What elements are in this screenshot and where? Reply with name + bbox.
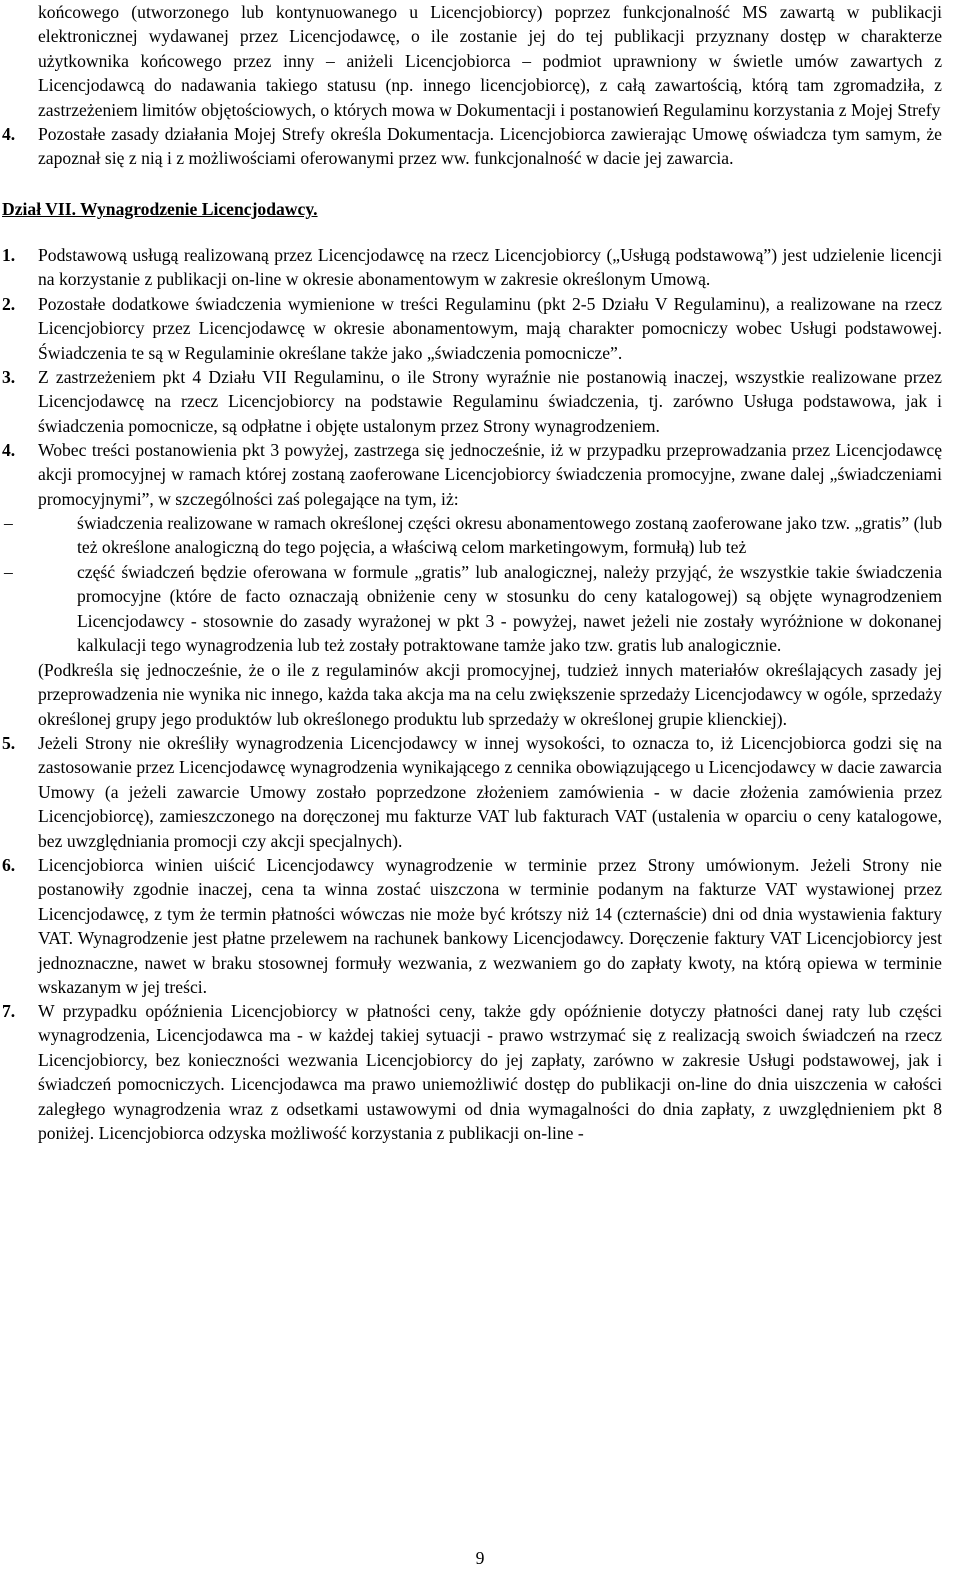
item-text-2: Pozostałe dodatkowe świadczenia wymienione w treści Regulaminu (pkt 2-5 Działu V Regulaminu), a realizowane na rzecz Licencjobiorcy przez Licencjodawcę w okresie abonamentowym, mają charakter pomocniczy wobec Usługi podstawowej. Świadczenia te są w Regulaminie określane także jako „świadczenia pomocnicze”.	[38, 294, 942, 363]
item-number-5: 5.	[2, 733, 16, 753]
prev-item-text: Pozostałe zasady działania Mojej Strefy określa Dokumentacja. Licencjobiorca zawierając Umowę oświadcza tym samym, że zapoznał się z nią i z możliwościami oferowanymi przez ww. funkcjonalność w dacie jej zawarcia.	[38, 124, 942, 169]
item-number-6: 6.	[2, 855, 16, 875]
item-number-7: 7.	[2, 1001, 16, 1021]
dash-marker-1: –	[4, 513, 13, 533]
page-number: 9	[475, 1548, 485, 1568]
item-text-6: Licencjobiorca winien uiścić Licencjodawcy wynagrodzenie w terminie przez Strony umówionym. Jeżeli Strony nie postanowiły zgodnie inaczej, cena ta winna zostać uiszczona w terminie podanym na fakturze VAT wystawionej przez Licencjodawcę, z tym że termin płatności wówczas nie może być krótszy niż 14 (czternaście) dni od dnia wystawienia faktury VAT. Wynagrodzenie jest płatne przelewem na rachunek bankowy Licencjodawcy. Doręczenie faktury VAT Licencjobiorcy jest jednoznaczne, nawet w braku stosownej formuły wezwania, z wezwaniem go do zapłaty kwoty, na którą opiewa w terminie wskazanym w jej treści.	[38, 855, 942, 998]
item-text-4: Wobec treści postanowienia pkt 3 powyżej, zastrzega się jednocześnie, iż w przypadku przeprowadzania przez Licencjodawcę akcji promocyjnej w ramach której zostaną zaoferowane Licencjobiorcy świadczenia promocyjne, zwane dalej „świadczeniami promocyjnymi”, w szczególności zaś polegające na tym, iż:	[38, 440, 942, 509]
item-text-5: Jeżeli Strony nie określiły wynagrodzenia Licencjodawcy w innej wysokości, to oznacza to, iż Licencjobiorca godzi się na zastosowanie przez Licencjodawcę wynagrodzenia wynikającego z cennika obowiązującego u Licencjodawcy w dacie zawarcia Umowy (a jeżeli zawarcie Umowy zostało poprzedzone złożeniem zamówienia - w dacie złożenia zamówienia przez Licencjobiorcę), zamieszczonego na doręczonej mu fakturze VAT lub fakturach VAT (ustalenia w oparciu o ceny katalogowe, bez uwzględniania promocji czy akcji specjalnych).	[38, 733, 942, 851]
item-number-2: 2.	[2, 294, 16, 314]
item-text-7: W przypadku opóźnienia Licencjobiorcy w płatności ceny, także gdy opóźnienie dotyczy płatności danej raty lub części wynagrodzenia, Licencjodawca ma - w każdej takiej sytuacji - prawo wstrzymać się z realizacją swoich świadczeń na rzecz Licencjobiorcy, bez konieczności wezwania Licencjobiorcy do jej zapłaty, zarówno w zakresie Usługi podstawowej, jak i świadczeń pomocniczych. Licencjodawca ma prawo uniemożliwić dostęp do publikacji on-line do dnia uiszczenia w całości zaległego wynagrodzenia wraz z odsetkami ustawowymi od dnia wymagalności do dnia zapłaty, z uwzględnieniem pkt 8 poniżej. Licencjobiorca odzyska możliwość korzystania z publikacji on-line -	[38, 1001, 942, 1144]
note-paragraph: (Podkreśla się jednocześnie, że o ile z regulaminów akcji promocyjnej, tudzież innych materiałów określających zasady jej przeprowadzenia nie wynika nic innego, każda taka akcja ma na celu zwiększenie sprzedaży Licencjodawcy w ogóle, sprzedaży określonej grupy jego produktów lub określonego produktu lub sprzedaży w określonej grupie klienckiej).	[38, 660, 942, 729]
item-number-4: 4.	[2, 440, 16, 460]
section-heading: Dział VII. Wynagrodzenie Licencjodawcy.	[2, 199, 318, 219]
item-number-3: 3.	[2, 367, 16, 387]
intro-paragraph: końcowego (utworzonego lub kontynuowanego u Licencjobiorcy) poprzez funkcjonalność MS zawartą w publikacji elektronicznej wydawanej przez Licencjodawcę, o ile zostanie jej do tej publikacji przyznany dostęp w charakterze użytkownika końcowego przez inny – aniżeli Licencjobiorca – podmiot uprawniony w świetle umów zawartych z Licencjodawcą do nadawania takiego statusu (np. innego licencjobiorcę), z całą zawartością, którą tam zgromadziła, z zastrzeżeniem limitów objętościowych, o których mowa w Dokumentacji i postanowień Regulaminu korzystania z Mojej Strefy	[38, 2, 942, 120]
item-number-1: 1.	[2, 245, 16, 265]
item-text-3: Z zastrzeżeniem pkt 4 Działu VII Regulaminu, o ile Strony wyraźnie nie postanowią inaczej, wszystkie realizowane przez Licencjodawcę na rzecz Licencjobiorcy na podstawie Regulaminu świadczenia, tj. zarówno Usługa podstawowa, jak i świadczenia pomocnicze, są odpłatne i objęte ustalonym przez Strony wynagrodzeniem.	[38, 367, 942, 436]
dash-marker-2: –	[4, 562, 13, 582]
prev-item-number: 4.	[2, 124, 16, 144]
dash-item-text-1: świadczenia realizowane w ramach określonej części okresu abonamentowego zostaną zaoferowane jako tzw. „gratis” (lub też określone analogiczną do tego pojęcia, a właściwą celom marketingowym, formułą) lub też	[77, 513, 942, 558]
dash-item-text-2: część świadczeń będzie oferowana w formule „gratis” lub analogicznej, należy przyjąć, że wszystkie takie świadczenia promocyjne (które de facto oznaczają obniżenie ceny w stosunku do ceny katalogowej) są objęte wynagrodzeniem Licencjodawcy - stosownie do zasady wyrażonej w pkt 3 - powyżej, nawet jeżeli nie zostały wyróżnione w dokonanej kalkulacji tego wynagrodzenia lub też zostały potraktowane tamże jako tzw. gratis lub analogicznie.	[77, 562, 942, 656]
item-text-1: Podstawową usługą realizowaną przez Licencjodawcę na rzecz Licencjobiorcy („Usługą podstawową”) jest udzielenie licencji na korzystanie z publikacji on-line w okresie abonamentowym w zakresie określonym Umową.	[38, 245, 942, 290]
